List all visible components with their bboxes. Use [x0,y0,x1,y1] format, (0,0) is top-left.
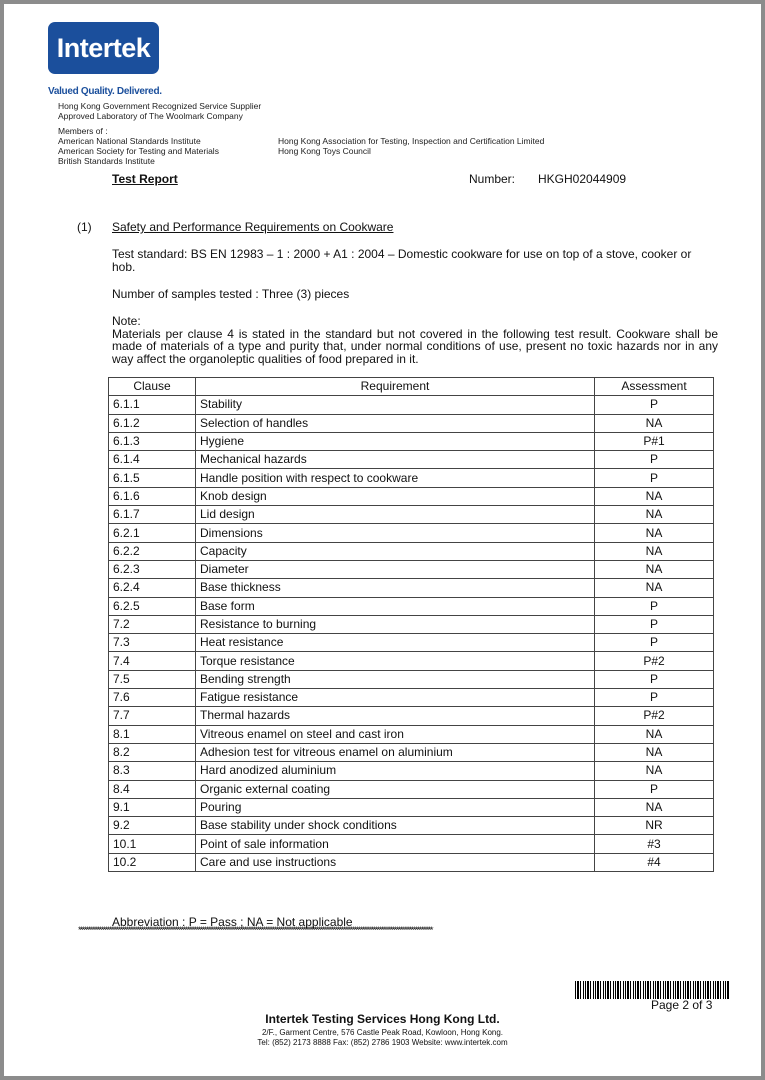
cell-assessment: P#1 [595,432,714,450]
note-block [112,315,718,365]
cell-requirement: Point of sale information [196,835,595,853]
table-row [109,634,714,652]
section-title: Safety and Performance Requirements on Cookware [112,220,394,234]
table-row [109,689,714,707]
cell-requirement: Selection of handles [196,414,595,432]
table-row [109,542,714,560]
accreditation-line: Hong Kong Government Recognized Service Supplier [58,101,262,111]
table-row [109,835,714,853]
cell-clause: 6.1.1 [109,396,196,414]
cell-assessment: P [595,670,714,688]
table-row [109,432,714,450]
tagline: Valued Quality. Delivered. [48,86,162,97]
cell-assessment: #4 [595,853,714,871]
footer-address: 2/F., Garment Centre, 576 Castle Peak Road, Kowloon, Hong Kong. [261,1028,504,1037]
cell-clause: 6.1.3 [109,432,196,450]
cell-requirement: Fatigue resistance [196,689,595,707]
cell-assessment: P#2 [595,652,714,670]
table-row [109,817,714,835]
requirements-table [108,377,714,872]
cell-assessment: #3 [595,835,714,853]
table-row [109,652,714,670]
test-standard: Test standard: BS EN 12983 – 1 : 2000 + A1 : 2004 – Domestic cookware for use on top of a stove, cooker or hob. [112,247,692,274]
table-header-row [109,378,714,396]
report-title-row [112,172,672,186]
cell-assessment: P [595,780,714,798]
cell-clause: 7.6 [109,689,196,707]
cell-clause: 6.1.5 [109,469,196,487]
report-number-value: HKGH02044909 [538,172,627,186]
cell-requirement: Handle position with respect to cookware [196,469,595,487]
cell-clause: 6.2.2 [109,542,196,560]
member-item: American Society for Testing and Materials [58,146,219,156]
table-row [109,707,714,725]
cell-assessment: NA [595,506,714,524]
col-header-clause: Clause [109,378,196,396]
table-row [109,670,714,688]
cell-clause: 8.2 [109,743,196,761]
cell-clause: 10.1 [109,835,196,853]
cell-clause: 10.2 [109,853,196,871]
cell-clause: 6.1.2 [109,414,196,432]
cell-requirement: Vitreous enamel on steel and cast iron [196,725,595,743]
cell-clause: 7.4 [109,652,196,670]
table-row [109,451,714,469]
member-item: Hong Kong Toys Council [278,146,371,156]
cell-requirement: Adhesion test for vitreous enamel on aluminium [196,743,595,761]
cell-assessment: NA [595,487,714,505]
cell-assessment: P#2 [595,707,714,725]
cell-clause: 6.2.4 [109,579,196,597]
cell-clause: 6.1.6 [109,487,196,505]
col-header-assessment: Assessment [595,378,714,396]
cell-requirement: Pouring [196,798,595,816]
section-number: (1) [77,220,92,234]
cell-clause: 8.1 [109,725,196,743]
cell-assessment: NA [595,560,714,578]
members-left [58,126,219,166]
cell-assessment: NA [595,542,714,560]
table-row [109,487,714,505]
cell-assessment: P [595,597,714,615]
cell-clause: 6.1.4 [109,451,196,469]
cell-requirement: Care and use instructions [196,853,595,871]
col-header-requirement: Requirement [196,378,595,396]
cell-clause: 9.2 [109,817,196,835]
intertek-logo [48,22,159,74]
table-row [109,579,714,597]
cell-requirement: Thermal hazards [196,707,595,725]
cell-clause: 6.2.1 [109,524,196,542]
cell-assessment: NA [595,743,714,761]
member-item: British Standards Institute [58,156,155,166]
cell-clause: 9.1 [109,798,196,816]
table-row [109,615,714,633]
cell-requirement: Hard anodized aluminium [196,762,595,780]
cell-requirement: Stability [196,396,595,414]
cell-requirement: Base stability under shock conditions [196,817,595,835]
accreditation-line: Approved Laboratory of The Woolmark Company [58,111,243,121]
abbreviation-note: Abbreviation : P = Pass ; NA = Not applicable [112,915,353,929]
document-page [4,4,761,1076]
table-row [109,597,714,615]
table-row [109,743,714,761]
table-row [109,725,714,743]
table-row [109,396,714,414]
note-label: Note: [112,314,141,328]
table-row [109,524,714,542]
cell-assessment: P [595,469,714,487]
cell-clause: 7.7 [109,707,196,725]
cell-clause: 6.2.3 [109,560,196,578]
members-right [278,136,544,156]
table-row [109,560,714,578]
cell-clause: 8.3 [109,762,196,780]
page-number: Page 2 of 3 [651,998,713,1012]
cell-clause: 7.3 [109,634,196,652]
cell-clause: 7.5 [109,670,196,688]
members-label: Members of : [58,126,108,136]
logo-text: Intertek [56,32,151,63]
cell-requirement: Mechanical hazards [196,451,595,469]
table-row [109,798,714,816]
cell-requirement: Knob design [196,487,595,505]
cell-requirement: Capacity [196,542,595,560]
cell-requirement: Diameter [196,560,595,578]
table-body [109,396,714,872]
member-item: Hong Kong Association for Testing, Inspection and Certification Limited [278,136,545,146]
table-row [109,853,714,871]
cell-requirement: Dimensions [196,524,595,542]
cell-assessment: NA [595,579,714,597]
accreditation-lines [58,101,261,121]
cell-clause: 7.2 [109,615,196,633]
cell-requirement: Heat resistance [196,634,595,652]
cell-requirement: Organic external coating [196,780,595,798]
cell-assessment: P [595,451,714,469]
cell-assessment: P [595,615,714,633]
table-row [109,469,714,487]
report-number-label: Number: [469,172,516,186]
cell-requirement: Bending strength [196,670,595,688]
cell-requirement: Resistance to burning [196,615,595,633]
member-item: American National Standards Institute [58,136,201,146]
report-title: Test Report [112,172,178,186]
table-row [109,762,714,780]
cell-assessment: NA [595,524,714,542]
footer-contact: Tel: (852) 2173 8888 Fax: (852) 2786 1903 Website: www.intertek.com [257,1038,508,1047]
table-row [109,506,714,524]
cell-assessment: NA [595,762,714,780]
cell-requirement: Torque resistance [196,652,595,670]
cell-assessment: P [595,634,714,652]
star-divider: ****************************************************************************************************************************************************************************************** [78,926,432,934]
cell-assessment: NA [595,725,714,743]
cell-assessment: P [595,689,714,707]
footer-address-block [4,1028,761,1048]
cell-clause: 8.4 [109,780,196,798]
note-text: Materials per clause 4 is stated in the standard but not covered in the following test result. Cookware shall be made of materials of a type and purity that, under normal conditions of use, present no toxic hazards nor in any way affect the organoleptic qualities of food prepared in it. [112,326,718,366]
footer-company: Intertek Testing Services Hong Kong Ltd. [265,1012,500,1026]
barcode [575,981,729,999]
table-row [109,780,714,798]
cell-requirement: Lid design [196,506,595,524]
cell-requirement: Base thickness [196,579,595,597]
table-row [109,414,714,432]
cell-assessment: NR [595,817,714,835]
cell-assessment: NA [595,798,714,816]
cell-requirement: Hygiene [196,432,595,450]
cell-clause: 6.1.7 [109,506,196,524]
cell-assessment: NA [595,414,714,432]
cell-assessment: P [595,396,714,414]
cell-requirement: Base form [196,597,595,615]
cell-clause: 6.2.5 [109,597,196,615]
samples-tested: Number of samples tested : Three (3) pieces [112,287,350,301]
